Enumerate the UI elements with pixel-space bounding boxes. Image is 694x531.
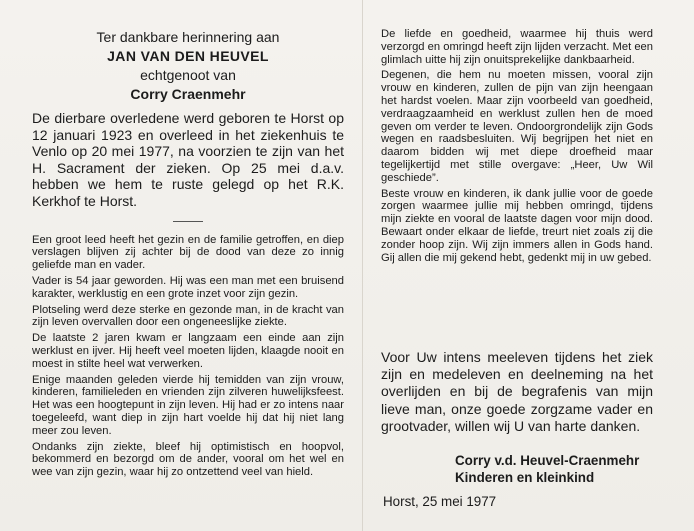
thanks-paragraph: Voor Uw intens meeleven tijdens het ziek zijn en medeleven en deelneming na het overlijden en bij de begrafenis van mijn lieve man, onze goede zorgzame vader en grootvader, willen wij U van harte danken. — [381, 349, 653, 434]
right-column — [381, 28, 653, 264]
right-paragraph: Degenen, die hem nu moeten missen, vooral zijn vrouw en kinderen, zullen de pijn van zijn heengaan het hardst voelen. Maar zijn voorbeeld van goedheid, verdraagzaamheid en werklust zullen hen de moed geven om verder te leven. Ondoorgrondelijk zijn Gods wegen en raadsbesluiten. Wij begrijpen het niet en daarom bidden wij met diepe droefheid maar tegelijkertijd met stille overgave: „Heer, Uw Wil geschiede”. — [381, 69, 653, 184]
death-announcement: De dierbare overledene werd geboren te Horst op 12 januari 1923 en overleed in het ziekenhuis te Venlo op 20 mei 1977, na voorzien te zijn van het H. Sacrament der zieken. Op 25 mei d.a.v. hebben we hem te ruste gelegd op het R.K. Kerkhof te Horst. — [32, 110, 344, 209]
left-paragraph: Plotseling werd deze sterke en gezonde man, in de kracht van zijn leven overvallen door een ongeneeslijke ziekte. — [32, 303, 344, 329]
deceased-name: JAN VAN DEN HEUVEL — [107, 48, 269, 64]
separator-rule — [173, 221, 203, 222]
left-column — [32, 28, 344, 479]
signature — [455, 452, 675, 486]
spouse-name: Corry Craenmehr — [130, 86, 246, 102]
dedication-line: Ter dankbare herinnering aan — [96, 29, 280, 45]
left-paragraph: Ondanks zijn ziekte, bleef hij optimistisch en hoopvol, bekommerd en bezorgd om de ander, vooral om het wel en wee van zijn gezin, waar hij zo ontzettend veel van hield. — [32, 440, 344, 479]
place-date: Horst, 25 mei 1977 — [383, 494, 497, 509]
left-paragraph: Een groot leed heeft het gezin en de familie getroffen, en diep verslagen blijven zij achter bij de dood van deze zo innig geliefde man en vader. — [32, 233, 344, 272]
left-paragraph: Vader is 54 jaar geworden. Hij was een man met een bruisend karakter, werklustig en een grote inzet voor zijn gezin. — [32, 274, 344, 300]
left-text-block — [32, 234, 344, 479]
right-paragraph: De liefde en goedheid, waarmee hij thuis werd verzorgd en omringd heeft zijn lijden verzacht. Met een glimlach uitte hij zijn onuitsprekelijke dankbaarheid. — [381, 28, 653, 66]
left-paragraph: De laatste 2 jaren kwam er langzaam een einde aan zijn werklust en ijver. Hij heeft veel moeten lijden, klaagde nooit en moest in stilte heel wat verwerken. — [32, 332, 344, 370]
right-paragraph: Beste vrouw en kinderen, ik dank jullie voor de goede zorgen waarmee jullie mij hebben omringd, tijdens mijn ziekte en vooral de laatste dagen voor mijn dood. Bewaart onder elkaar de liefde, treurt niet zoals zij die zonder hoop zijn. Wij zijn immers allen in Gods hand. Gij allen die mij gekend hebt, gedenkt mij in uw gebed. — [381, 187, 653, 264]
signature-line-1: Corry v.d. Heuvel-Craenmehr — [455, 453, 640, 468]
signature-line-2: Kinderen en kleinkind — [455, 470, 595, 485]
left-paragraph: Enige maanden geleden vierde hij temidden van zijn vrouw, kinderen, familieleden en vrienden zijn zilveren huwelijksfeest. Het was een hoogtepunt in zijn leven. Hij had er zo intens naar toegeleefd, want diep in zijn hart voelde hij dat hij niet lang meer zou leven. — [32, 373, 344, 437]
relation-line: echtgenoot van — [140, 67, 236, 83]
center-fold — [362, 0, 363, 531]
